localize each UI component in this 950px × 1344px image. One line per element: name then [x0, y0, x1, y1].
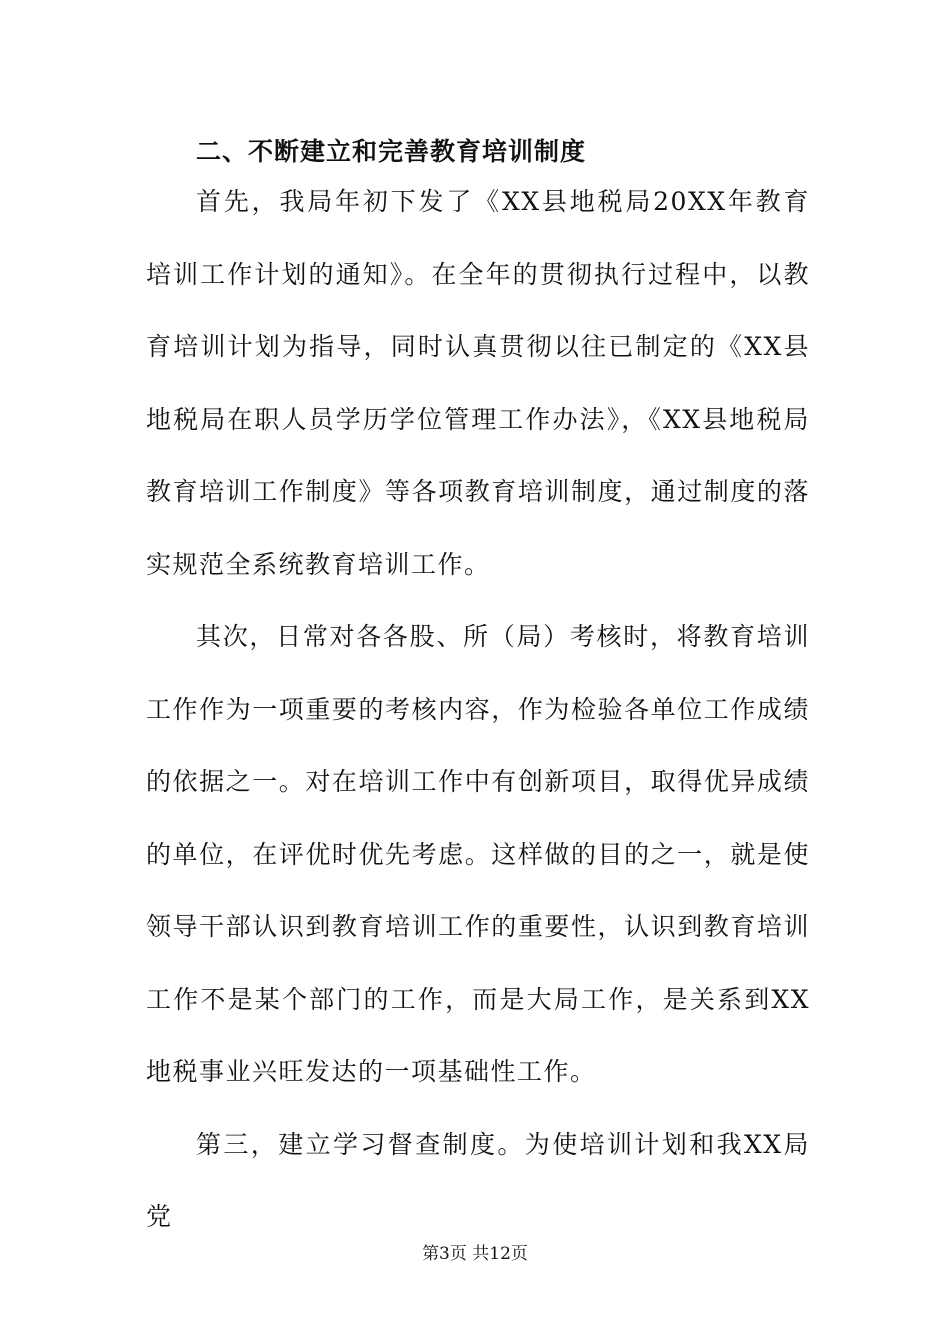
paragraph-third: 第三，建立学习督查制度。为使培训计划和我XX局党: [146, 1129, 810, 1231]
body-text: [146, 166, 810, 1254]
section-heading: 二、不断建立和完善教育培训制度: [196, 137, 587, 166]
page-footer: 第3页 共12页: [422, 1244, 528, 1264]
paragraph-first: 首先，我局年初下发了《XX县地税局20XX年教育培训工作计划的通知》。在全年的贯彻执行过程中，以教育培训计划为指导，同时认真贯彻以往已制定的《XX县地税局在职人员学历学位管理工作办法》，《XX县地税局教育培训工作制度》等各项教育培训制度，通过制度的落实规范全系统教育培训工作。: [146, 187, 810, 579]
paragraph-second: 其次，日常对各各股、所（局）考核时，将教育培训工作作为一项重要的考核内容，作为检验各单位工作成绩的依据之一。对在培训工作中有创新项目，取得优异成绩的单位，在评优时优先考虑。这样做的目的之一，就是使领导干部认识到教育培训工作的重要性，认识到教育培训工作不是某个部门的工作，而是大局工作，是关系到XX地税事业兴旺发达的一项基础性工作。: [146, 622, 810, 1086]
